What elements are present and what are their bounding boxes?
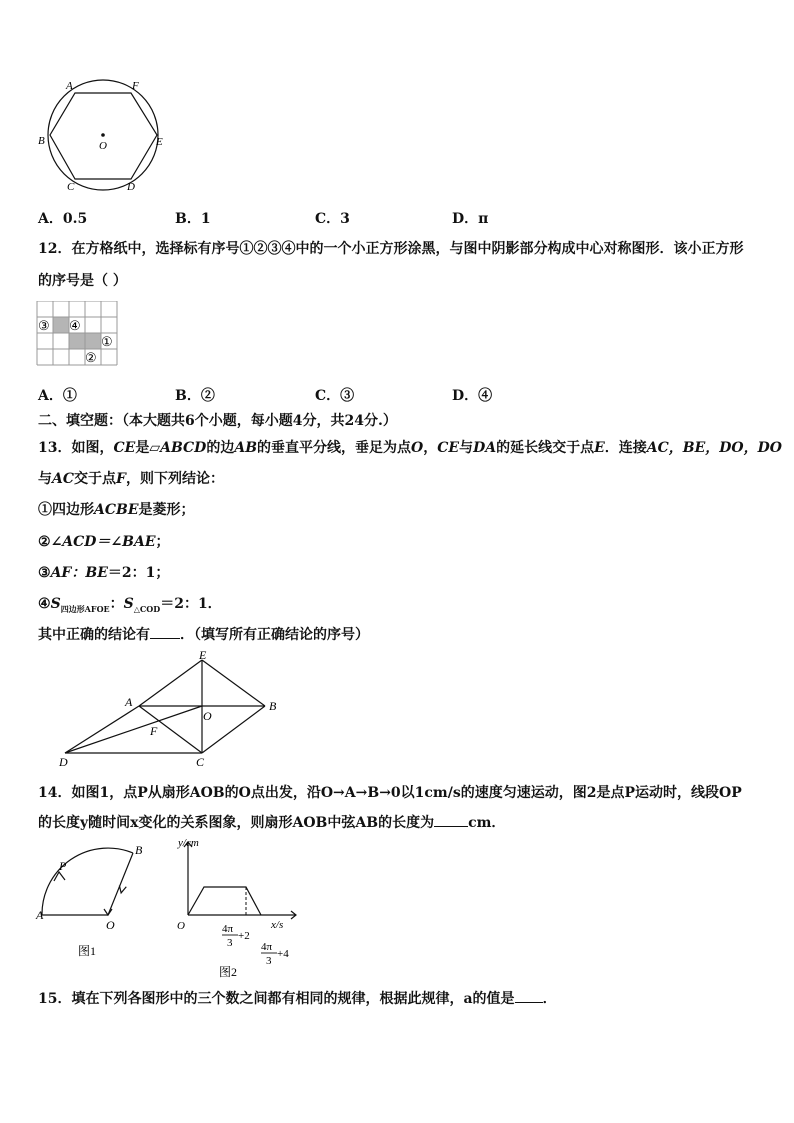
x-axis-label: x/s bbox=[271, 919, 284, 931]
q12-stem-line2: 的序号是（ ） bbox=[38, 273, 127, 289]
y-axis-label: y/cm bbox=[178, 837, 199, 849]
answer-blank[interactable] bbox=[434, 814, 468, 827]
label-A: A bbox=[66, 80, 73, 92]
tick-2-numerator: 4π bbox=[261, 941, 273, 953]
tick-2-tail: +4 bbox=[277, 948, 289, 960]
label-O: O bbox=[106, 918, 115, 932]
label-O: O bbox=[99, 140, 107, 152]
label-C: C bbox=[67, 181, 75, 193]
graph-line bbox=[188, 887, 261, 915]
q13-question: 其中正确的结论有 ．（填写所有正确结论的序号） bbox=[38, 627, 369, 643]
q11-option-b[interactable]: B．1 bbox=[175, 211, 211, 227]
q12-stem-line1: 12．在方格纸中，选择标有序号①②③④中的一个小正方形涂黑，与图中阴影部分构成中心对称图形．该小正方形 bbox=[38, 241, 744, 257]
figure-1-caption: 图1 bbox=[78, 944, 97, 958]
q11-option-c[interactable]: C．3 bbox=[315, 211, 350, 227]
cell-label-1: ① bbox=[101, 334, 113, 349]
q11-option-d[interactable]: D．π bbox=[452, 211, 489, 227]
cell-label-2: ② bbox=[85, 350, 97, 365]
q13-conclusion-2: ②∠ACD＝∠BAE； bbox=[38, 534, 170, 550]
q13-conclusion-3: ③AF：BE＝2：1； bbox=[38, 565, 170, 581]
label-A: A bbox=[125, 695, 133, 709]
answer-blank[interactable] bbox=[150, 626, 180, 639]
answer-blank[interactable] bbox=[515, 990, 543, 1003]
label-F: F bbox=[132, 80, 139, 92]
label-B: B bbox=[135, 843, 143, 857]
q13-conclusion-1: ①四边形ACBE是菱形； bbox=[38, 502, 195, 518]
parallelogram-rhombus-figure bbox=[55, 650, 295, 772]
q12-option-a[interactable]: A．① bbox=[38, 388, 77, 404]
q14-stem-line1: 14．如图1，点P从扇形AOB的O点出发，沿O→A→B→0以1cm/s的速度匀速运动，图2是点P运动时，线段OP bbox=[38, 785, 742, 801]
section-2-heading: 二、填空题：（本大题共6个小题，每小题4分，共24分.） bbox=[38, 413, 397, 429]
label-O: O bbox=[203, 709, 212, 723]
square-grid-figure bbox=[36, 301, 126, 367]
distance-time-graph-2 bbox=[158, 834, 308, 982]
shaded-cell bbox=[53, 317, 69, 333]
label-D: D bbox=[59, 755, 68, 769]
label-B: B bbox=[38, 135, 45, 147]
q13-conclusion-4: $④S_{四边形AFOE}$：$S_{\triangle COD}=2$：1． bbox=[38, 596, 222, 614]
hexagon-circle-figure bbox=[34, 76, 174, 196]
label-P: P bbox=[59, 859, 67, 873]
tick-1-denominator: 3 bbox=[227, 937, 233, 949]
sector-figure-1 bbox=[32, 838, 160, 960]
q12-option-c[interactable]: C．③ bbox=[315, 388, 355, 404]
label-F: F bbox=[150, 724, 158, 738]
cell-label-3: ③ bbox=[38, 318, 50, 333]
label-C: C bbox=[196, 755, 205, 769]
q12-option-b[interactable]: B．② bbox=[175, 388, 215, 404]
arc-AB bbox=[42, 848, 133, 915]
label-A: A bbox=[36, 908, 44, 922]
figure-2-caption: 图2 bbox=[219, 965, 238, 979]
tick-1-tail: +2 bbox=[238, 930, 250, 942]
q12-option-d[interactable]: D．④ bbox=[452, 388, 493, 404]
q15-stem: 15．填在下列各图形中的三个数之间都有相同的规律，根据此规律，a的值是 ． bbox=[38, 991, 557, 1007]
q11-option-a[interactable]: A．0.5 bbox=[38, 211, 88, 227]
label-E: E bbox=[199, 650, 207, 662]
center-point bbox=[101, 133, 105, 137]
shaded-cell bbox=[69, 333, 85, 349]
label-B: B bbox=[269, 699, 277, 713]
origin-label: O bbox=[177, 920, 185, 932]
tick-1-numerator: 4π bbox=[222, 923, 234, 935]
label-E: E bbox=[156, 136, 163, 148]
q13-stem-line1: 13．如图，CE是▱ABCD的边AB的垂直平分线，垂足为点O，CE与DA的延长线交于点E．连接AC，BE，DO，DO bbox=[38, 440, 782, 456]
shaded-cell bbox=[85, 333, 101, 349]
tick-2-denominator: 3 bbox=[266, 955, 272, 967]
q13-stem-line2: 与AC交于点F，则下列结论： bbox=[38, 471, 224, 487]
q14-stem-line2: 的长度y随时间x变化的关系图象，则扇形AOB中弦AB的长度为 cm． bbox=[38, 815, 506, 831]
label-D: D bbox=[127, 181, 135, 193]
cell-label-4: ④ bbox=[69, 318, 81, 333]
